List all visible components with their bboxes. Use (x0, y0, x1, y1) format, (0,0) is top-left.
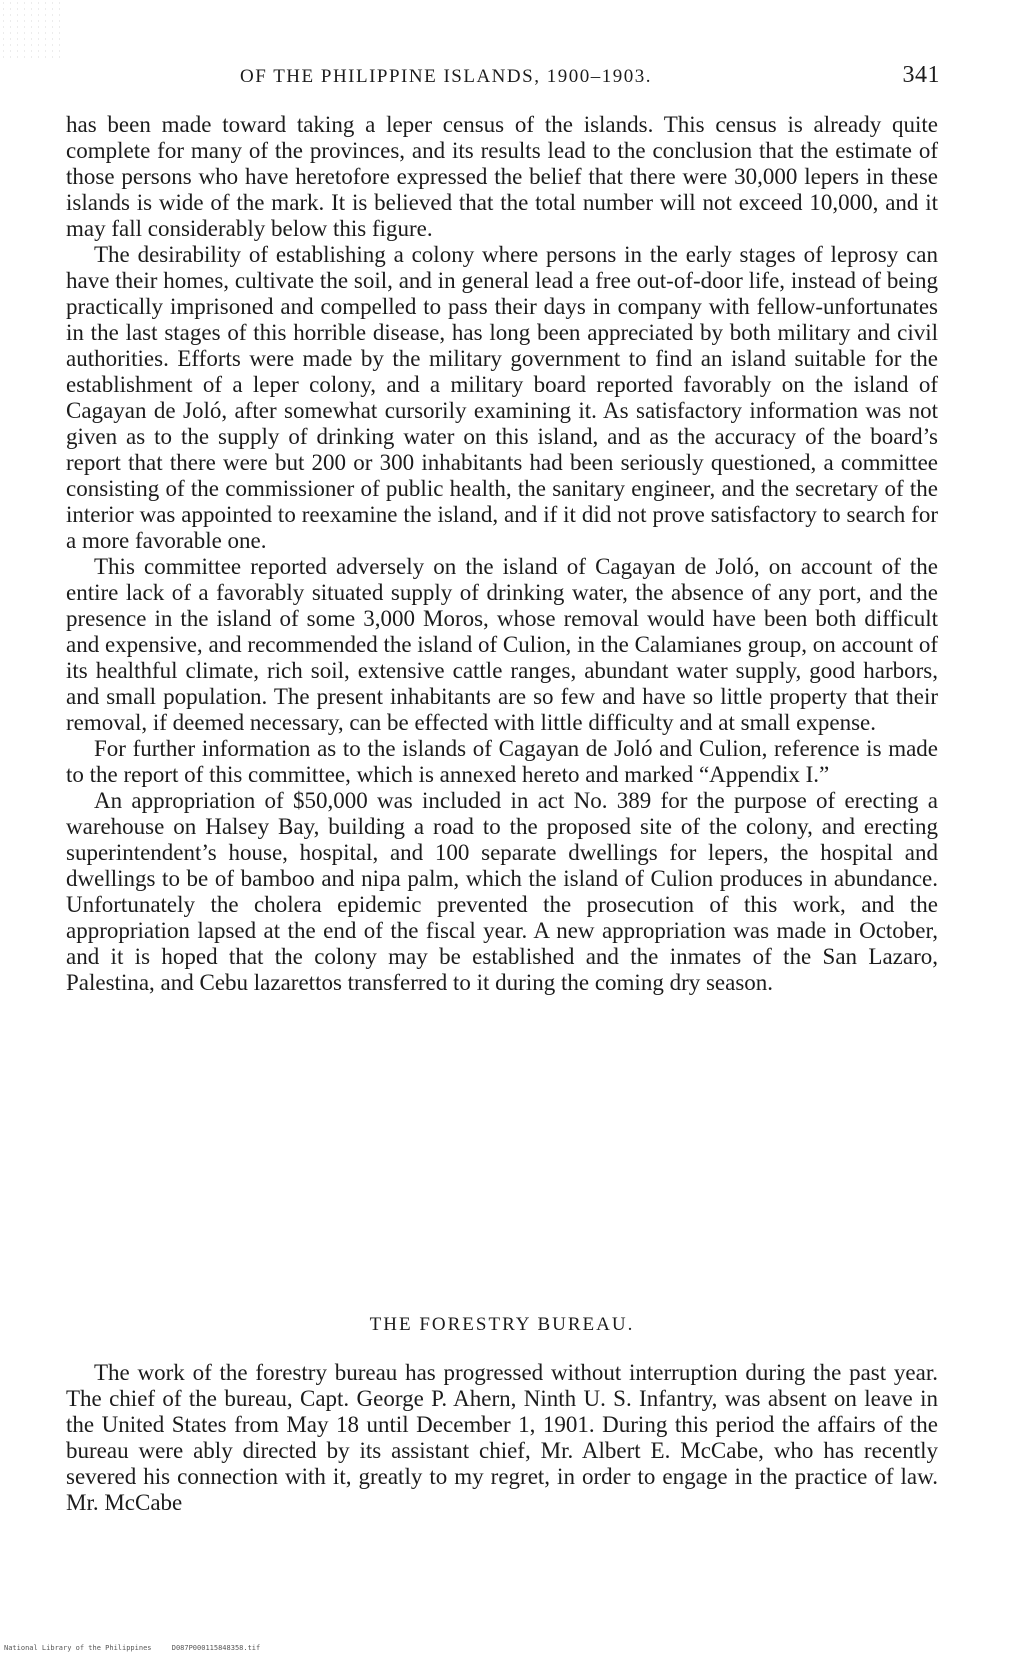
paragraph-appropriation: An appropriation of $50,000 was included in act No. 389 for the purpose of erecting a warehouse on Halsey Bay, building a road to the proposed site of the colony, and erecting superintendent’s house, hospital, and 100 separate dwellings for lepers, the hospital and dwellings to be of bamboo and nipa palm, which the island of Culion produces in abundance. Unfortunately the cholera epidemic prevented the prosecution of this work, and the appropriation lapsed at the end of the fiscal year. A new appropriation was made in October, and it is hoped that the colony may be established and the inmates of the San Lazaro, Palestina, and Cebu lazarettos transferred to it during the coming dry season. (66, 788, 938, 995)
running-head-title: OF THE PHILIPPINE ISLANDS, 1900–1903. (240, 66, 652, 87)
scan-speckle-decoration (0, 0, 60, 60)
footer-library: National Library of the Philippines (4, 1644, 152, 1652)
paragraph-further-information: For further information as to the islands of Cagayan de Joló and Culion, reference is made to the report of this committee, which is annexed hereto and marked “Appendix I.” (66, 736, 938, 787)
paragraph-continuation: has been made toward taking a leper census of the islands. This census is already quite complete for many of the provinces, and its results lead to the conclusion that the estimate of those persons who have heretofore expressed the belief that there were 30,000 lepers in these islands is wide of the mark. It is believed that the total number will not exceed 10,000, and it may fall considerably below this figure. (66, 112, 938, 241)
scan-footer (4, 1644, 276, 1652)
footer-file: D087P000115848358.tif (171, 1644, 261, 1652)
paragraph-forestry-bureau: The work of the forestry bureau has progressed without interruption during the past year. The chief of the bureau, Capt. George P. Ahern, Ninth U. S. Infantry, was absent on leave in the United States from May 18 until December 1, 1901. During this period the affairs of the bureau were ably directed by its assistant chief, Mr. Albert E. McCabe, who has recently severed his connection with it, greatly to my regret, in order to engage in the practice of law. Mr. McCabe (66, 1360, 938, 1515)
body-text (66, 112, 938, 996)
paragraph-committee-report: This committee reported adversely on the island of Cagayan de Joló, on account of the entire lack of a favorably situated supply of drinking water, the absence of any port, and the presence in the island of some 3,000 Moros, whose removal would have been both difficult and expensive, and recommended the island of Culion, in the Calamianes group, on account of its healthful climate, rich soil, extensive cattle ranges, abundant water supply, good harbors, and small population. The present inhabitants are so few and have so little property that their removal, if deemed necessary, can be effected with little difficulty and at small expense. (66, 554, 938, 735)
page-number: 341 (902, 62, 940, 88)
section-heading: THE FORESTRY BUREAU. (369, 1314, 635, 1335)
section-body (66, 1360, 938, 1516)
running-head (210, 62, 940, 92)
paragraph-colony-desirability: The desirability of establishing a colony where persons in the early stages of leprosy can have their homes, cultivate the soil, and in general lead a free out-of-door life, instead of being practically imprisoned and compelled to pass their days in company with fellow-unfortunates in the last stages of this horrible disease, has long been appreciated by both military and civil authorities. Efforts were made by the military government to find an island suitable for the establishment of a leper colony, and a military board reported favorably on the island of Cagayan de Joló, after somewhat cursorily examining it. As satisfactory information was not given as to the supply of drinking water on this island, and as the accuracy of the board’s report that there were but 200 or 300 inhabitants had been seriously questioned, a committee consisting of the commissioner of public health, the sanitary engineer, and the secretary of the interior was appointed to reexamine the island, and if it did not prove satisfactory to search for a more favorable one. (66, 242, 938, 553)
